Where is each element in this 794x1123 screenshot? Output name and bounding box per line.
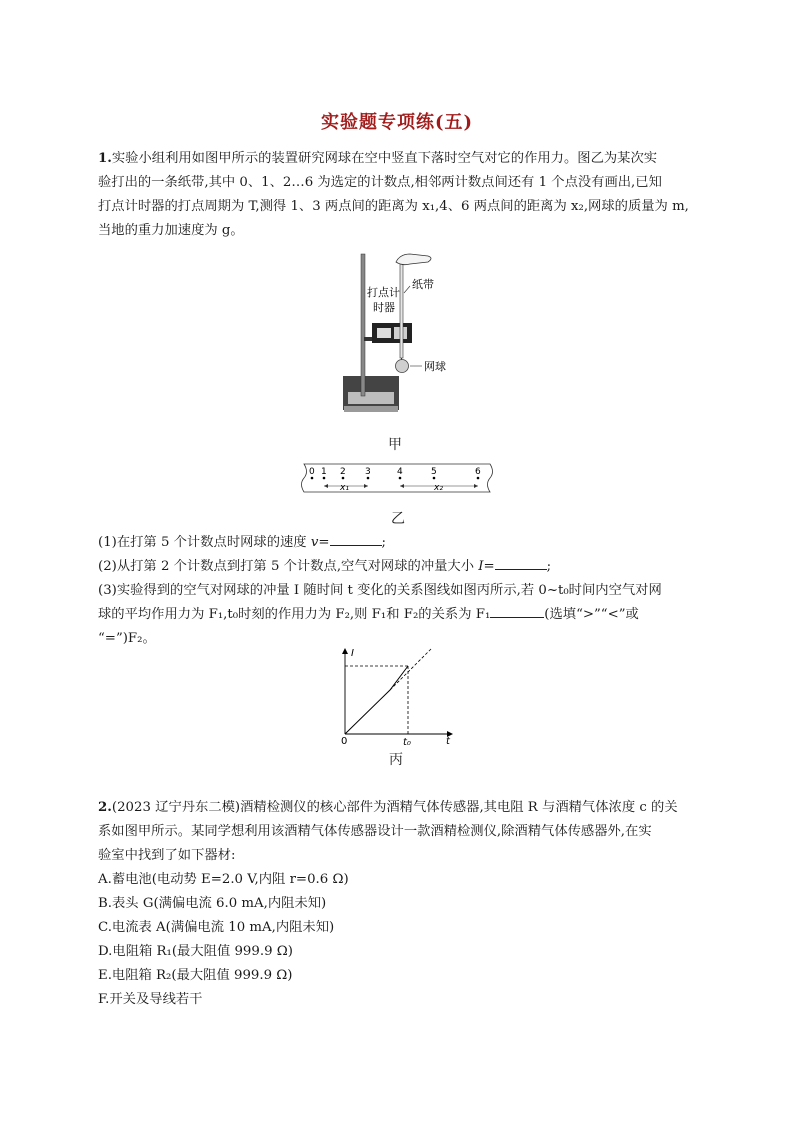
axis-label-t: t	[446, 736, 450, 747]
q2-option-b: B.表头 G(满偏电流 6.0 mA,内阻未知)	[98, 896, 327, 911]
paper-tape	[400, 258, 403, 358]
figure-jia-apparatus	[330, 248, 470, 420]
tape-label-6: 6	[475, 467, 481, 477]
q2-option-c: C.电流表 A(满偏电流 10 mA,内阻未知)	[98, 920, 335, 935]
hand	[396, 254, 431, 265]
x1-label: x₁	[340, 483, 349, 493]
tape-dot-2	[342, 477, 345, 480]
q1-sub-2: (2)从打第 2 个计数点到打第 5 个计数点,空气对网球的冲量大小 I= ;	[98, 559, 552, 574]
q1-sub-3-line-1: (3)实验得到的空气对网球的冲量 I 随时间 t 变化的关系图线如图丙所示,若 0~t₀时间内空气对网	[98, 583, 662, 598]
label-timer-2: 时器	[373, 301, 395, 314]
x2-label: x₂	[434, 483, 443, 493]
figure-yi-tape	[298, 460, 498, 496]
tape-dot-5	[433, 477, 436, 480]
label-ball: 网球	[424, 360, 446, 373]
tape-dot-6	[477, 477, 480, 480]
origin-label: 0	[341, 736, 348, 747]
q2-line-2: 系如图甲所示。某同学想利用该酒精气体传感器设计一款酒精检测仪,除酒精气体传感器外,在实	[98, 824, 652, 839]
q2-option-d: D.电阻箱 R₁(最大阻值 999.9 Ω)	[98, 944, 293, 959]
tangent-line	[390, 648, 432, 690]
tape-label-5: 5	[431, 467, 437, 477]
tape-label-0: 0	[309, 467, 315, 477]
q2-line-1: (2023 辽宁丹东二模)酒精检测仪的核心部件为酒精气体传感器,其电阻 R 与酒精气体浓度 c 的关	[111, 800, 678, 815]
question-1-number: 1.	[98, 151, 112, 166]
q1-line-4: 当地的重力加速度为 g。	[98, 223, 244, 238]
tape-label-3: 3	[365, 467, 371, 477]
caption-bing: 丙	[389, 752, 403, 768]
tape-dot-3	[367, 477, 370, 480]
q1-line-1: 实验小组利用如图甲所示的装置研究网球在空中竖直下落时空气对它的作用力。图乙为某次实	[111, 151, 658, 166]
label-tape: 纸带	[412, 278, 434, 291]
q2-option-a: A.蓄电池(电动势 E=2.0 V,内阻 r=0.6 Ω)	[98, 872, 349, 887]
q1-sub-1: (1)在打第 5 个计数点时网球的速度 v= ;	[98, 535, 386, 550]
label-timer-1: 打点计	[367, 286, 400, 299]
tape-dot-1	[323, 477, 326, 480]
axis-label-I: I	[351, 648, 354, 659]
tape-label-2: 2	[340, 467, 346, 477]
stand-rod	[361, 254, 365, 396]
answer-blank-3[interactable]	[490, 605, 544, 618]
q1-sub-3-line-2: 球的平均作用力为 F₁,t₀时刻的作用力为 F₂,则 F₁和 F₂的关系为 F₁ (选填“>”“<”或	[98, 607, 639, 622]
q1-line-3: 打点计时器的打点周期为 T,测得 1、3 两点间的距离为 x₁,4、6 两点间的距离为 x₂,网球的质量为 m,	[98, 199, 689, 214]
caption-jia: 甲	[388, 437, 402, 453]
tennis-ball	[396, 360, 409, 373]
q2-line-3: 验室中找到了如下器材:	[98, 848, 236, 863]
page-title: 实验题专项练(五)	[320, 112, 474, 133]
answer-blank-2[interactable]	[495, 557, 547, 570]
t0-label: t₀	[403, 737, 411, 748]
q2-option-f: F.开关及导线若干	[98, 992, 203, 1007]
tape-dot-4	[399, 477, 402, 480]
tape-label-1: 1	[321, 467, 327, 477]
stand-base-plate	[348, 392, 394, 404]
q1-line-2: 验打出的一条纸带,其中 0、1、2…6 为选定的计数点,相邻两计数点间还有 1 个点没有画出,已知	[98, 175, 662, 190]
tape-label-4: 4	[397, 467, 403, 477]
caption-yi: 乙	[391, 511, 405, 527]
figure-bing-graph	[332, 644, 462, 748]
impulse-curve	[345, 666, 408, 734]
answer-blank-1[interactable]	[330, 533, 382, 546]
q1-sub-3-line-3: “=”)F₂。	[98, 631, 156, 646]
q2-option-e: E.电阻箱 R₂(最大阻值 999.9 Ω)	[98, 968, 293, 983]
tape-dot-0	[311, 477, 314, 480]
question-2-number: 2.	[98, 800, 112, 815]
